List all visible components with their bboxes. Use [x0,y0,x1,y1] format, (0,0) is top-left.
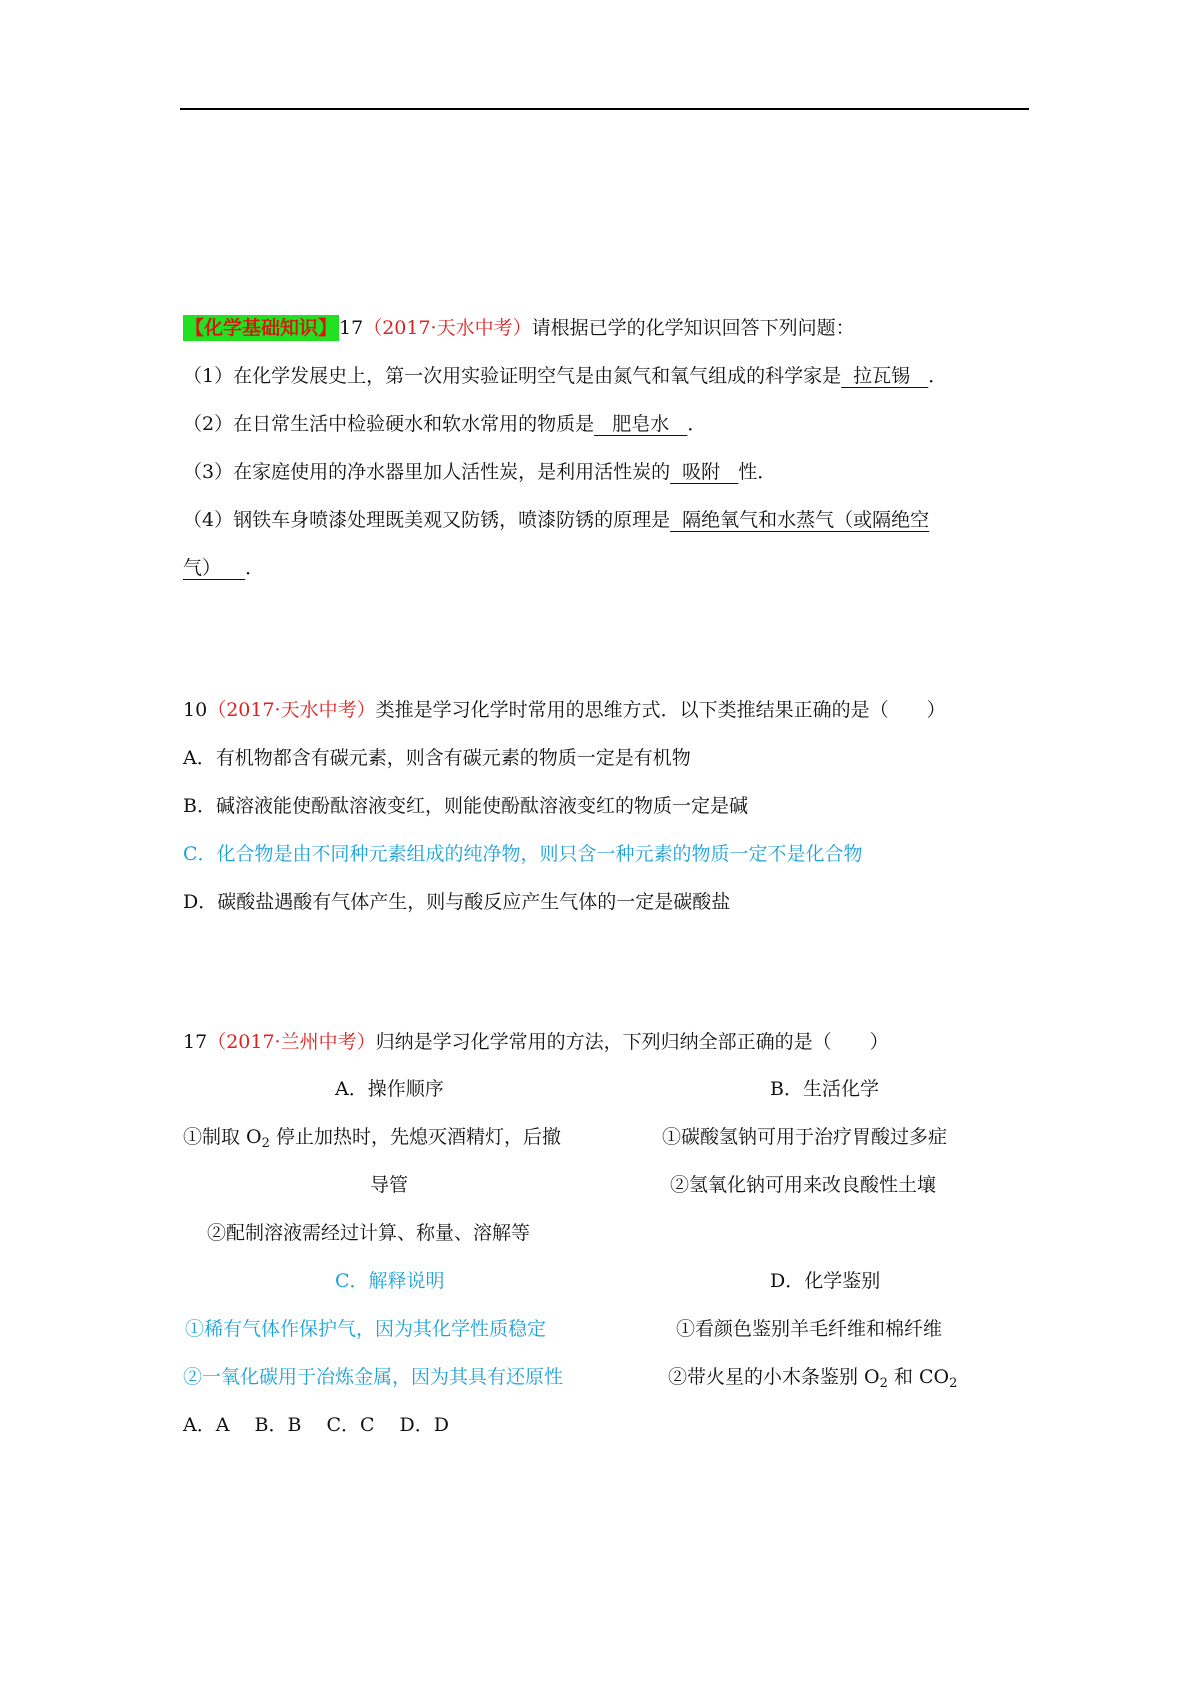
q3-c-line-2: ②一氧化碳用于冶炼金属，因为其具有还原性 [183,1366,564,1388]
q1-number: 17 [339,317,364,339]
q3-b-line-1: ①碳酸氢钠可用于治疗胃酸过多症 [662,1126,948,1148]
q1-item-3-end: 性． [738,461,777,483]
q1-tag: 【化学基础知识】 [185,317,338,339]
q1-item-4-continued [183,554,264,582]
q3-a-line-1-rest: 停止加热时，先熄灭酒精灯，后撤 [269,1126,561,1148]
q3-stem-line [183,1028,889,1056]
q2-stem: 类推是学习化学时常用的思维方式．以下类推结果正确的是（ ） [375,699,946,721]
q1-item-2-answer: 肥皂水 [594,413,688,435]
q3-a-line-2: 导管 [370,1174,409,1196]
q1-item-2-text: （2）在日常生活中检验硬水和软水常用的物质是 [183,413,595,435]
q3-c-line-1: ①稀有气体作保护气，因为其化学性质稳定 [185,1318,547,1340]
q1-item-4 [183,506,929,534]
q3-source: （2017·兰州中考） [207,1031,376,1053]
q2-source: （2017·天水中考） [207,699,376,721]
q2-option-b: B．碱溶液能使酚酞溶液变红，则能使酚酞溶液变红的物质一定是碱 [183,795,748,817]
q3-a-line-1 [183,1123,561,1151]
q1-stem-line [183,314,855,342]
q3-d-title: D．化学鉴别 [770,1270,881,1292]
q1-item-4-text: （4）钢铁车身喷漆处理既美观又防锈，喷漆防锈的原理是 [183,509,671,531]
q3-a-title: A．操作顺序 [335,1078,444,1100]
q1-item-1-end: ． [928,365,948,387]
q2-option-d: D．碳酸盐遇酸有气体产生，则与酸反应产生气体的一定是碳酸盐 [183,891,731,913]
q3-d-line-2-sub-1: 2 [879,1376,888,1391]
q1-item-1-answer: 拉瓦锡 [841,365,929,387]
q3-c-title: C．解释说明 [335,1270,445,1292]
header-rule [180,108,1029,110]
q3-a-line-1-sub: 2 [261,1136,270,1151]
q3-d-line-2 [668,1363,957,1391]
q3-b-line-2: ②氢氧化钠可用来改良酸性土壤 [670,1174,937,1196]
q3-d-line-2-rest: 和 CO [887,1366,950,1388]
q2-option-a: A．有机物都含有碳元素，则含有碳元素的物质一定是有机物 [183,747,691,769]
q3-d-line-2-text: ②带火星的小木条鉴别 O [668,1366,880,1388]
q3-a-line-3: ②配制溶液需经过计算、称量、溶解等 [207,1222,531,1244]
q1-item-3 [183,458,776,486]
q2-option-c: C．化合物是由不同种元素组成的纯净物，则只含一种元素的物质一定不是化合物 [183,843,863,865]
q1-source: （2017·天水中考） [363,317,532,339]
q1-item-4-answer: 隔绝氧气和水蒸气（或隔绝空 [670,509,930,531]
q3-b-title: B．生活化学 [770,1078,879,1100]
q3-d-line-1: ①看颜色鉴别羊毛纤维和棉纤维 [676,1318,943,1340]
q3-stem: 归纳是学习化学常用的方法，下列归纳全部正确的是（ ） [375,1031,889,1053]
q3-choices: A．A B．B C．C D．D [183,1414,450,1436]
q1-stem: 请根据已学的化学知识回答下列问题： [531,317,855,339]
q1-item-2-end: ． [687,413,707,435]
q2-number: 10 [183,699,208,721]
q1-item-1 [183,362,947,390]
q1-item-3-answer: 吸附 [670,461,739,483]
q1-item-3-text: （3）在家庭使用的净水器里加人活性炭，是利用活性炭的 [183,461,671,483]
q3-d-line-2-sub-2: 2 [949,1376,958,1391]
q1-item-1-text: （1）在化学发展史上，第一次用实验证明空气是由氮气和氧气组成的科学家是 [183,365,842,387]
q3-number: 17 [183,1031,208,1053]
q1-item-4-end: ． [245,557,265,579]
q1-item-4-answer-cont: 气） [183,557,246,579]
q2-stem-line [183,696,946,724]
q3-a-line-1-text: ①制取 O [183,1126,262,1148]
q1-item-2 [183,410,706,438]
